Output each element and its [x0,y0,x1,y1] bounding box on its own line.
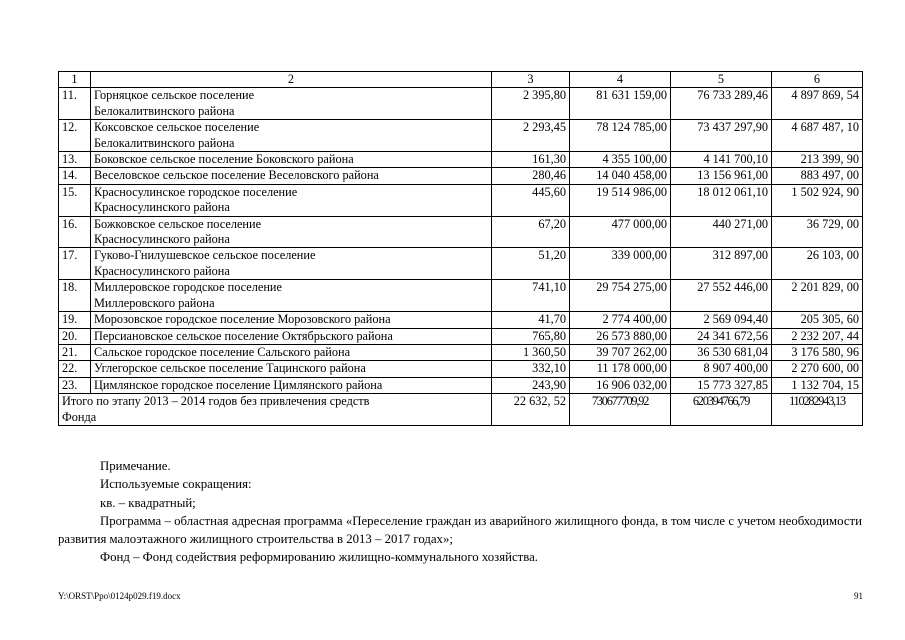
area-cell: 51,20 [492,248,570,280]
fund-cost-cell: 8 907 400,00 [671,361,772,377]
fund-cost-cell: 24 341 672,56 [671,328,772,344]
header-cell: 3 [492,72,570,88]
page-number: 91 [854,591,863,601]
budget-cost-cell: 26 103, 00 [772,248,863,280]
total-cost-cell: 11 178 000,00 [570,361,671,377]
total-cost-cell: 29 754 275,00 [570,280,671,312]
area-cell: 2 395,80 [492,88,570,120]
row-number-cell: 14. [59,168,91,184]
area-cell: 280,46 [492,168,570,184]
row-number-cell: 13. [59,152,91,168]
total-cost-cell: 14 040 458,00 [570,168,671,184]
fund-cost-cell: 2 569 094,40 [671,312,772,328]
total-cost-cell: 19 514 986,00 [570,184,671,216]
fund-cost-cell: 15 773 327,85 [671,377,772,393]
settlement-name-cell [91,312,492,328]
row-number-cell: 20. [59,328,91,344]
table-row [59,361,863,377]
text-line: Красносулинское городское поселение [94,184,298,199]
table-row [59,312,863,328]
table-row [59,184,863,216]
budget-cost-sum-cell: 110282943,13 [772,394,863,426]
settlement-name-cell [91,377,492,393]
budget-cost-cell: 205 305, 60 [772,312,863,328]
area-cell: 67,20 [492,216,570,248]
row-number-cell: 19. [59,312,91,328]
area-cell: 741,10 [492,280,570,312]
area-cell: 41,70 [492,312,570,328]
text-line: Морозовское городское поселение Морозовского района [94,312,391,327]
table-row [59,344,863,360]
header-cell: 6 [772,72,863,88]
table-row [59,120,863,152]
text-line: Белокалитвинского района [94,135,235,150]
header-cell: 2 [91,72,492,88]
text-line: Божковское сельское поселение [94,216,262,231]
row-number-cell: 12. [59,120,91,152]
header-cell: 5 [671,72,772,88]
budget-cost-cell: 213 399, 90 [772,152,863,168]
text-line: Персиановское сельское поселение Октябрьского района [94,328,393,343]
area-cell: 1 360,50 [492,344,570,360]
abbreviation-kv: кв. – квадратный; [100,495,196,510]
text-line: Цимлянское городское поселение Цимлянского района [94,377,383,392]
table-row [59,248,863,280]
settlement-name-cell [91,328,492,344]
settlement-name-cell [91,120,492,152]
fund-cost-cell: 76 733 289,46 [671,88,772,120]
table-total-row [59,394,863,426]
row-number-cell: 18. [59,280,91,312]
row-number-cell: 16. [59,216,91,248]
text-line: Горняцкое сельское поселение [94,88,255,103]
budget-cost-cell: 1 132 704, 15 [772,377,863,393]
fund-cost-cell: 73 437 297,90 [671,120,772,152]
settlement-name-cell [91,280,492,312]
budget-cost-cell: 2 201 829, 00 [772,280,863,312]
total-cost-cell: 78 124 785,00 [570,120,671,152]
text-line: Красносулинского района [94,200,230,215]
row-number-cell: 21. [59,344,91,360]
total-cost-cell: 81 631 159,00 [570,88,671,120]
total-cost-cell: 477 000,00 [570,216,671,248]
row-number-cell: 17. [59,248,91,280]
settlement-name-cell [91,184,492,216]
fund-cost-cell: 36 530 681,04 [671,344,772,360]
total-cost-cell: 2 774 400,00 [570,312,671,328]
table-row [59,168,863,184]
table-row [59,152,863,168]
table-row [59,280,863,312]
settlement-name-cell [91,216,492,248]
text-line: Фонда [62,409,97,424]
total-cost-cell: 26 573 880,00 [570,328,671,344]
settlement-name-cell [91,152,492,168]
fund-cost-cell: 440 271,00 [671,216,772,248]
fund-cost-cell: 27 552 446,00 [671,280,772,312]
budget-cost-cell: 883 497, 00 [772,168,863,184]
total-cost-sum-cell: 730677709,92 [570,394,671,426]
total-cost-cell: 39 707 262,00 [570,344,671,360]
fund-cost-cell: 312 897,00 [671,248,772,280]
abbreviations-title: Используемые сокращения: [100,477,252,492]
budget-cost-cell: 2 232 207, 44 [772,328,863,344]
text-line: Углегорское сельское поселение Тацинского района [94,361,366,376]
settlement-name-cell [91,361,492,377]
text-line: Итого по этапу 2013 – 2014 годов без привлечения средств [62,394,370,409]
budget-cost-cell: 2 270 600, 00 [772,361,863,377]
text-line: Боковское сельское поселение Боковского района [94,152,354,167]
header-cell: 4 [570,72,671,88]
area-cell: 161,30 [492,152,570,168]
fund-cost-sum-cell: 620394766,79 [671,394,772,426]
settlement-name-cell [91,248,492,280]
text-line: Белокалитвинского района [94,103,235,118]
table-row [59,216,863,248]
text-line: Красносулинского района [94,232,230,247]
abbreviation-fond: Фонд – Фонд содействия реформированию жилищно-коммунального хозяйства. [100,550,538,565]
area-cell: 445,60 [492,184,570,216]
fund-cost-cell: 4 141 700,10 [671,152,772,168]
row-number-cell: 23. [59,377,91,393]
row-number-cell: 11. [59,88,91,120]
notes-title: Примечание. [100,459,171,473]
text-line: Миллеровское городское поселение [94,280,282,295]
abbreviation-program: Программа – областная адресная программа «Переселение граждан из аварийного жилищного фонда, в том числе с учетом необходимости развития малоэтажного жилищного строительства в 2013 – 2017 годах»; [58,513,862,547]
settlement-name-cell [91,168,492,184]
data-table [58,71,863,426]
fund-cost-cell: 13 156 961,00 [671,168,772,184]
budget-cost-cell: 3 176 580, 96 [772,344,863,360]
budget-cost-cell: 36 729, 00 [772,216,863,248]
fund-cost-cell: 18 012 061,10 [671,184,772,216]
settlement-name-cell [91,344,492,360]
header-cell: 1 [59,72,91,88]
area-cell: 765,80 [492,328,570,344]
area-cell: 2 293,45 [492,120,570,152]
total-cost-cell: 4 355 100,00 [570,152,671,168]
footer-file-path: Y:\ORST\Ppo\0124p029.f19.docx [58,591,181,601]
table-row [59,328,863,344]
text-line: Коксовское сельское поселение [94,120,260,135]
budget-cost-cell: 1 502 924, 90 [772,184,863,216]
budget-cost-cell: 4 687 487, 10 [772,120,863,152]
notes-section [58,457,862,567]
total-cost-cell: 339 000,00 [570,248,671,280]
table-row [59,88,863,120]
table-row [59,377,863,393]
row-number-cell: 15. [59,184,91,216]
text-line: Веселовское сельское поселение Веселовского района [94,168,379,183]
budget-cost-cell: 4 897 869, 54 [772,88,863,120]
table-header-row [59,72,863,88]
area-cell: 243,90 [492,377,570,393]
text-line: Красносулинского района [94,263,230,278]
row-number-cell: 22. [59,361,91,377]
text-line: Миллеровского района [94,295,215,310]
settlement-name-cell [91,88,492,120]
total-label-cell [59,394,492,426]
text-line: Сальское городское поселение Сальского района [94,344,351,359]
text-line: Гуково-Гнилушевское сельское поселение [94,248,316,263]
area-cell: 332,10 [492,361,570,377]
total-area-cell: 22 632, 52 [492,394,570,426]
total-cost-cell: 16 906 032,00 [570,377,671,393]
